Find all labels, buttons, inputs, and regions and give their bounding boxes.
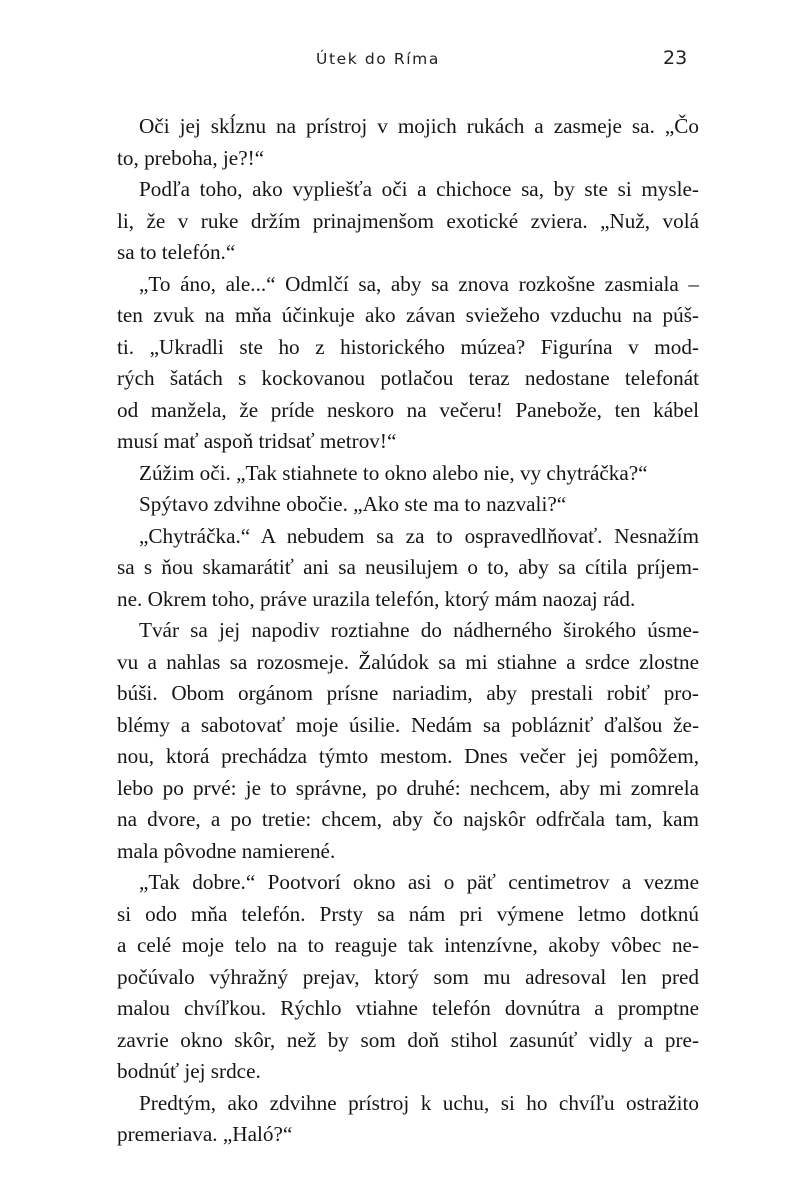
text-line: bodnúť jej srdce. bbox=[117, 1059, 261, 1083]
text-line: rých šatách s kockovanou potlačou teraz nedostane telefonát bbox=[117, 366, 699, 390]
text-line: li, že v ruke držím prinajmenšom exotické zviera. „Nuž, volá bbox=[117, 208, 699, 233]
text-line: sa to telefón.“ bbox=[117, 240, 236, 264]
text-line: si odo mňa telefón. Prsty sa nám pri výmene letmo dotknú bbox=[117, 901, 699, 926]
text-line: lebo po prvé: je to správne, po druhé: nechcem, aby mi zomrela bbox=[117, 775, 699, 800]
text-line: Spýtavo zdvihne obočie. „Ako ste ma to nazvali?“ bbox=[139, 492, 567, 516]
text-line: „Tak dobre.“ Pootvorí okno asi o päť centimetrov a vezme bbox=[139, 870, 699, 894]
book-title: Útek do Ríma bbox=[316, 50, 440, 68]
text-line: premeriava. „Haló?“ bbox=[117, 1122, 293, 1146]
text-line: ti. „Ukradli ste ho z historického múzea? Figurína v mod- bbox=[117, 334, 699, 359]
text-line: to, preboha, je?!“ bbox=[117, 145, 265, 170]
text-line: „Chytráčka.“ A nebudem sa za to ospravedlňovať. Nesnažím bbox=[139, 523, 699, 548]
text-line: Podľa toho, ako vypliešťa oči a chichoce sa, by ste si mysle- bbox=[139, 177, 699, 201]
text-line: vu a nahlas sa rozosmeje. Žalúdok sa mi stiahne a srdce zlostne bbox=[117, 649, 699, 674]
text-line: počúvalo výhražný prejav, ktorý som mu adresoval len pred bbox=[117, 964, 699, 989]
text-line: nou, ktorá prechádza týmto mestom. Dnes večer jej pomôžem, bbox=[117, 744, 699, 768]
text-line: búši. Obom orgánom prísne nariadim, aby prestali robiť pro- bbox=[117, 681, 699, 705]
text-line: Predtým, ako zdvihne prístroj k uchu, si ho chvíľu ostražito bbox=[139, 1090, 699, 1115]
text-line: musí mať aspoň tridsať metrov!“ bbox=[117, 429, 397, 453]
text-line: Zúžim oči. „Tak stiahnete to okno alebo nie, vy chytráčka?“ bbox=[139, 460, 648, 485]
running-header bbox=[0, 48, 793, 72]
text-line: blémy a sabotovať moje úsilie. Nedám sa poblázniť ďalšou že- bbox=[117, 712, 699, 737]
text-line: mala pôvodne namierené. bbox=[117, 838, 336, 863]
text-line: od manžela, že príde neskoro na večeru! Panebože, ten kábel bbox=[117, 397, 699, 422]
text-line: a celé moje telo na to reaguje tak intenzívne, akoby vôbec ne- bbox=[117, 933, 699, 957]
text-line: ne. Okrem toho, práve urazila telefón, ktorý mám naozaj rád. bbox=[117, 586, 636, 611]
text-line: ten zvuk na mňa účinkuje ako závan sviežeho vzduchu na púš- bbox=[117, 303, 699, 327]
page-number: 23 bbox=[663, 47, 688, 69]
body-text bbox=[117, 111, 699, 1151]
text-line: Oči jej skĺznu na prístroj v mojich rukách a zasmeje sa. „Čo bbox=[139, 114, 699, 138]
text-line: Tvár sa jej napodiv roztiahne do nádherného širokého úsme- bbox=[139, 618, 699, 642]
text-line: zavrie okno skôr, než by som doň stihol zasunúť vidly a pre- bbox=[117, 1027, 699, 1052]
text-line: na dvore, a po tretie: chcem, aby čo najskôr odfrčala tam, kam bbox=[117, 807, 699, 831]
text-line: malou chvíľkou. Rýchlo vtiahne telefón dovnútra a promptne bbox=[117, 996, 699, 1020]
text-line: „To áno, ale...“ Odmlčí sa, aby sa znova rozkošne zasmiala – bbox=[139, 271, 699, 296]
text-line: sa s ňou skamarátiť ani sa neusilujem o to, aby sa cítila príjem- bbox=[117, 555, 699, 579]
